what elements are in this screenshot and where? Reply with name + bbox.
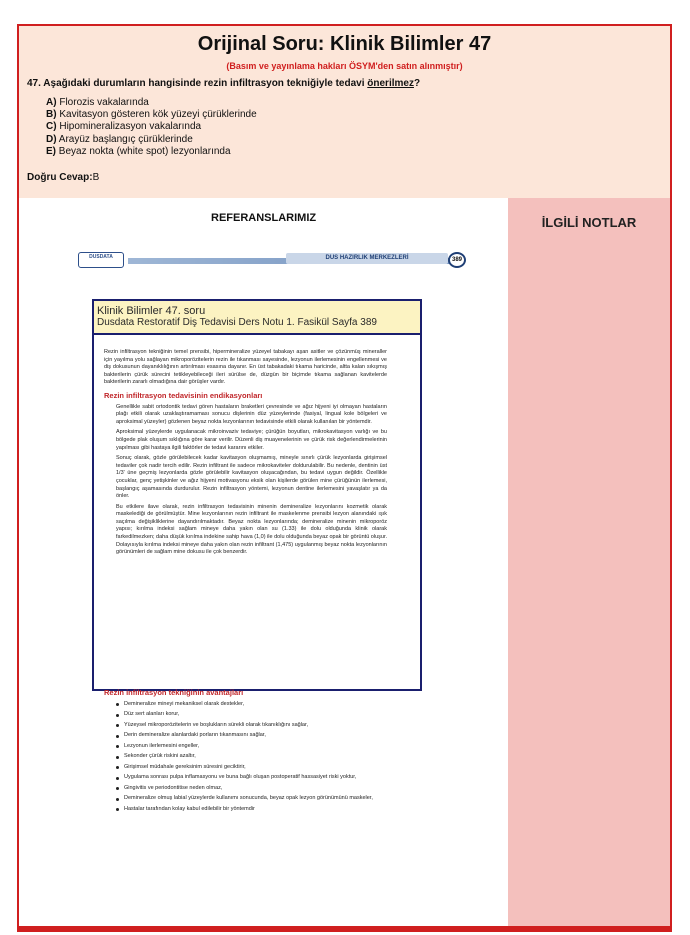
question-panel: [19, 26, 670, 198]
answer-options: [46, 97, 257, 158]
list-item: Yüzeysel mikroporözitelerin ve boşlukların sürekli olarak tıkanıklığını sağlar,: [116, 722, 390, 730]
notes-heading: İLGİLİ NOTLAR: [541, 215, 637, 230]
section-heading: Rezin infiltrasyon tekniğinin avantajları: [104, 688, 244, 697]
correct-answer: [27, 172, 99, 183]
section-heading: Rezin infiltrasyon tedavisinin endikasyonları: [104, 390, 263, 400]
list-item: Hastalar tarafından kolay kabul edilebilir bir yöntemdir: [116, 806, 390, 814]
option-c: C) Hipomineralizasyon vakalarında: [46, 121, 202, 133]
list-item: Düz sert alanları korur,: [116, 711, 390, 719]
list-item: Gingivitis ve periodontitise neden olmaz,: [116, 785, 390, 793]
paragraph: Aproksimal yüzeylerde uygulanacak mikroinvaziv tedaviye; çürüğün boyutları, mikrokavitasyon varlığı ve bu bölgede plak oluşum sıklığına göre karar verilir. Düzenli diş muayenelerinin ve çürük risk değerlendirmelerinin yapılması gibi hastaya ilgili faktörler de tedavi kararını etkiler.: [116, 429, 387, 451]
option-a: A) Florozis vakalarında: [46, 97, 149, 108]
copyright-note: (Basım ve yayınlama hakları ÖSYM'den satın alınmıştır): [226, 61, 463, 71]
reference-body: [104, 349, 387, 560]
notes-panel: [508, 198, 670, 930]
correct-answer-label: Doğru Cevap:: [27, 172, 93, 183]
question-stem-text: 47. Aşağıdaki durumların hangisinde rezin infiltrasyon tekniğiyle tedavi: [27, 78, 368, 89]
option-e: E) Beyaz nokta (white spot) lezyonlarında: [46, 145, 231, 157]
option-d: D) Arayüz başlangıç çürüklerinde: [46, 133, 193, 145]
paragraph: Genellikle sabit ortodontik tedavi gören hastaların braketleri çevresinde ve ağız hijyeni iyi olmayan hastaların plağı etkili olarak uzaklaştıramaması sonucu dişlerinin düz yüzeylerinde (fasiyal, lingual kole bölgeleri ve aproksimal yüzeyler) gözlenen beyaz nokta lezyonlarının tedavisinde etkili olarak kullanılan bir yöntemdir.: [116, 403, 387, 425]
question-stem: [27, 78, 420, 89]
book-page-header: [78, 252, 470, 270]
list-item: Sekonder çürük riskini azaltır,: [116, 753, 390, 761]
list-item: Demineralize mineyi mekaniksel olarak destekler,: [116, 701, 390, 709]
list-item: Uygulama sonrası pulpa inflamasyonu ve buna bağlı oluşan postoperatif hassasiyet riski yoktur,: [116, 774, 390, 782]
page-title: Orijinal Soru: Klinik Bilimler 47: [197, 33, 492, 55]
reference-title: Klinik Bilimler 47. soru: [97, 305, 206, 317]
references-heading: REFERANSLARIMIZ: [211, 212, 317, 224]
book-page-number: 389: [448, 252, 466, 268]
list-item: Lezyonun ilerlemesini engeller,: [116, 743, 390, 751]
header-banner: DUS HAZIRLIK MERKEZLERİ: [286, 253, 448, 264]
advantages-section: [104, 689, 390, 816]
dusdata-logo: DUSDATA: [78, 252, 124, 268]
bottom-divider: [19, 926, 670, 930]
reference-box-header: [94, 301, 420, 335]
option-b: B) Kavitasyon gösteren kök yüzeyi çürüklerinde: [46, 109, 257, 121]
list-item: Girişimsel müdahale gereksinim süresini geciktirir,: [116, 764, 390, 772]
correct-answer-value: B: [92, 172, 100, 183]
advantages-list: [104, 701, 390, 814]
paragraph: Rezin infiltrasyon tekniğinin temel prensibi, hipermineralize yüzeyel tabakayı aşan asitler ve çözünmüş mineraller için yayılma yolu sağlayan mikroporözitelerin rezin ile tıkanması sayesinde, lezyonun ilerlemesinin engellenmesi ve diş dokusunun dayanıklılığının artırılması esasına dayanır. En üst tabakadaki tıkama haricinde, altta kalan sıkışmış bakterilerin çürük sürecini tetikleyebileceği ileri sürülse de, düzgün bir biçimde tıkama sağlanan kavitelerde bakterilerin zararlı olmadığına dair görüşler vardır.: [104, 349, 387, 386]
paragraph: Bu etkilere ilave olarak, rezin infiltrasyon tedavisinin minenin demineralize lezyonlarını kozmetik olarak maskelediği de görülmüştür. Mine lezyonlarının rezin infiltrant ile maskelenme prensibi lezyon alanındaki ışık saçılma değişikliklerine dayandırılmaktadır. Beyaz nokta lezyonlarında; demineralize minenin mikroporöz yapısı; kırılma indeksi sağlam mineye daha yakın olan su (1.33) ile dolu olduğunda klinik olarak farkedilmezken; daha düşük kırılma indekine sahip hava (1,0) ile dolu olduğunda beyaz opak bir görüntü oluşur. Dolayısıyla kırılma indeksi mineye daha yakın olan rezin infiltrant (1,475) uygulanmış beyaz nokta lezyonlarının görünümleri de sağlam mine dokusu ile çok benzerdir.: [116, 503, 387, 556]
list-item: Derin demineralize alanlardaki porların tıkanmasını sağlar,: [116, 732, 390, 740]
list-item: Demineralize olmuş labial yüzeylerde kullanımı sonucunda, beyaz opak lezyon görünümünü maskeler,: [116, 795, 390, 803]
question-stem-end: ?: [413, 78, 421, 89]
question-stem-keyword: önerilmez: [367, 78, 414, 89]
paragraph: Sonuç olarak, gözle görülebilecek kadar kavitasyon oluşmamış, mineyle sınırlı çürük lezyonlarda girişimsel tedaviler çok nadir tercih edilir. Rezin infiltrant ile sadece mikrokaviteler doldurulabilir. Bu nedenle, dentinin üst 1/3' üne geçmiş lezyonlarda gözle görülebilir kavitasyon oluşacağından, bu tedavi uygun değildir. Özellikle çocuklar, genç yetişkinler ve ağız hijyeni motivasyonu eksik olan kişilerde görülen mine çürüğünün ilerlemesi, başlangıç aşamasında durdurulur. Rezin infiltrasyon yöntemi, lezyonun dentine ilerlemesini yavaşlatır ya da önler.: [116, 455, 387, 500]
reference-source: Dusdata Restoratif Diş Tedavisi Ders Notu 1. Fasikül Sayfa 389: [97, 317, 377, 328]
